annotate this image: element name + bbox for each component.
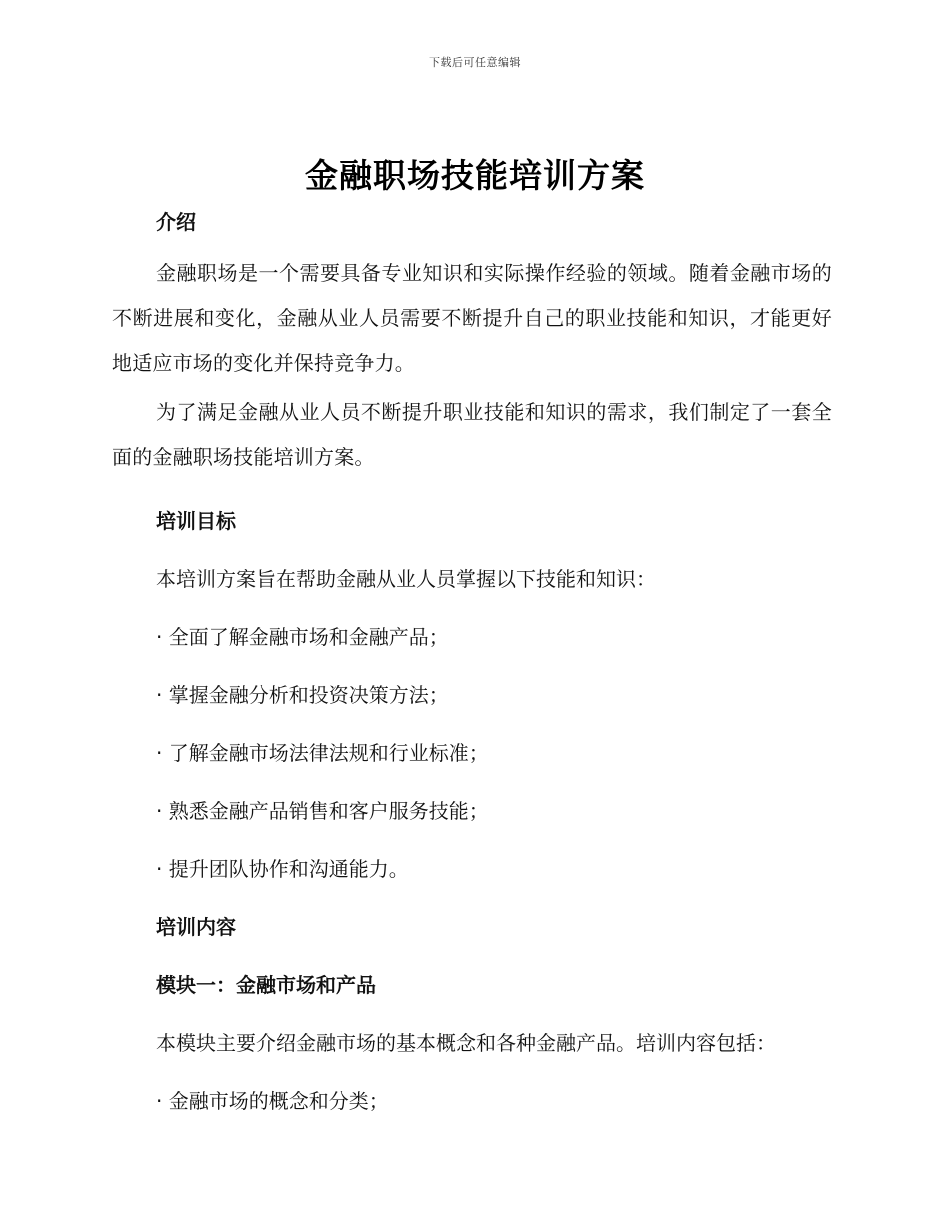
document-title: 金融职场技能培训方案 bbox=[305, 156, 645, 195]
heading-content: 培训内容 bbox=[156, 915, 236, 939]
paragraph-module-1-intro: 本模块主要介绍金融市场的基本概念和各种金融产品。培训内容包括： bbox=[156, 1031, 776, 1055]
heading-goals: 培训目标 bbox=[156, 509, 236, 533]
paragraph-intro-2: 为了满足金融从业人员不断提升职业技能和知识的需求，我们制定了一套全面的金融职场技能培训方案。 bbox=[112, 400, 832, 469]
goal-item: · 了解金融市场法律法规和行业标准； bbox=[156, 741, 489, 765]
goal-item: · 熟悉金融产品销售和客户服务技能； bbox=[156, 799, 489, 823]
goal-item: · 掌握金融分析和投资决策方法； bbox=[156, 683, 449, 707]
heading-module-1: 模块一：金融市场和产品 bbox=[156, 973, 376, 997]
paragraph-goals-intro: 本培训方案旨在帮助金融从业人员掌握以下技能和知识： bbox=[156, 567, 656, 591]
paragraph-intro-1: 金融职场是一个需要具备专业知识和实际操作经验的领域。随着金融市场的不断进展和变化，金融从业人员需要不断提升自己的职业技能和知识，才能更好地适应市场的变化并保持竞争力。 bbox=[112, 261, 832, 375]
goal-item: · 全面了解金融市场和金融产品； bbox=[156, 625, 449, 649]
goal-item: · 提升团队协作和沟通能力。 bbox=[156, 857, 409, 881]
module-1-item: · 金融市场的概念和分类； bbox=[156, 1089, 389, 1113]
header-note: 下载后可任意编辑 bbox=[429, 56, 521, 69]
heading-intro: 介绍 bbox=[156, 210, 196, 234]
document-body bbox=[112, 205, 832, 1118]
